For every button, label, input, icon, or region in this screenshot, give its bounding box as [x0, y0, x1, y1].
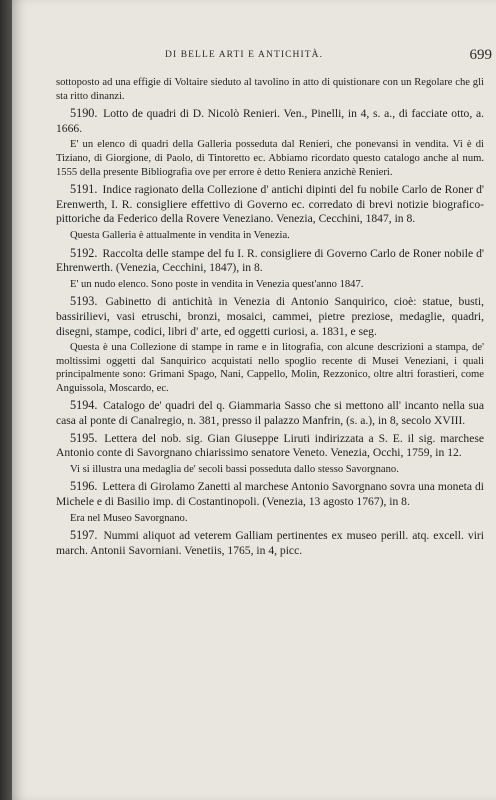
entry-5197: [56, 528, 484, 558]
entry-note: E' un nudo elenco. Sono poste in vendita in Venezia quest'anno 1847.: [70, 278, 364, 290]
entry-5192: [56, 246, 484, 292]
entry-number: 5195.: [70, 430, 98, 445]
entry-note: Era nel Museo Savorgnano.: [70, 512, 188, 524]
entry-text: [56, 246, 484, 276]
entry-number: 5197.: [70, 528, 98, 543]
running-head: DI BELLE ARTI E ANTICHITÀ.: [165, 50, 324, 60]
entry-title: Gabinetto di antichità in Venezia di Antonio Sanquirico, cioè: statue, busti, bassirilievi, vasi etruschi, bronzi, mosaici, cammei, pietre preziose, medaglie, quadri, disegni, stampe, codici, libri d' arte, ed oggetti curiosi, a. 1831, e seg.: [56, 295, 484, 338]
entry-text: [56, 106, 484, 136]
entry-text: [56, 294, 484, 339]
entry-note: Vi si illustra una medaglia de' secoli bassi posseduta dallo stesso Savorgnano.: [70, 463, 399, 475]
entry-5194: [56, 398, 484, 428]
entry-title: Indice ragionato della Collezione d' antichi dipinti del fu nobile Carlo de Roner d' Erenwerth, I. R. consigliere effettivo di Governo ec. corredato di brevi notizie biografico-pittoriche da Federico della Rovere Veneziano. Venezia, Cecchini, 1847, in 8.: [56, 183, 484, 226]
entry-title: Lettera di Girolamo Zanetti al marchese Antonio Savorgnano sovra una moneta di Michele e di Basilio imp. di Costantinopoli. (Venezia, 13 agosto 1767), in 8.: [56, 480, 484, 509]
entry-note: Questa Galleria è attualmente in vendita in Venezia.: [70, 229, 290, 241]
entry-number: 5193.: [70, 294, 98, 309]
entry-5195: [56, 431, 484, 477]
entry-5190: [56, 106, 484, 179]
entry-number: 5192.: [70, 245, 98, 260]
page-number: 699: [469, 47, 492, 63]
entry-text: [56, 479, 484, 509]
page-text: [56, 76, 484, 560]
entry-text: [56, 182, 484, 227]
entry-note: Questa è una Collezione di stampe in rame e in litografia, con alcune descrizioni a stampa, de' moltissimi oggetti dal Sanquirico acquistati nello spoglio recente di Musei Veneziani, i quali principalmente sono: Grimani Spago, Nani, Cappello, Molin, Rezzonico, oltre altri forastieri, come Anguissola, Moscardo, ec.: [56, 342, 484, 394]
entry-5193: [56, 294, 484, 395]
entry-text: [56, 528, 484, 558]
entry-title: Lotto de quadri di D. Nicolò Renieri. Ven., Pinelli, in 4, s. a., di facciate otto, a. 1666.: [56, 107, 484, 135]
entry-number: 5190.: [70, 106, 98, 121]
entry-5191: [56, 182, 484, 242]
continued-text: sottoposto ad una effigie di Voltaire sieduto al tavolino in atto di quistionare con un Regolare che gli sta ritto dinanzi.: [56, 77, 484, 102]
entry-title: Lettera del nob. sig. Gian Giuseppe Liruti indirizzata a S. E. il sig. marchese Antonio conte di Savorgnano chiarissimo senatore Veneto. Venezia, Occhi, 1759, in 12.: [56, 431, 484, 460]
book-page: [12, 0, 496, 800]
entry-title: Catalogo de' quadri del q. Giammaria Sasso che si mettono all' incanto nella sua casa al ponte di Canalregio, n. 381, presso il palazzo Manfrin, (s. a.), in 8, secolo XVIII.: [56, 399, 484, 428]
entry-title: Nummi aliquot ad veterem Galliam pertinentes ex museo perill. atq. excell. viri march. Antonii Savorniani. Venetiis, 1765, in 4, picc.: [56, 529, 484, 557]
entry-text: [56, 398, 484, 428]
entry-text: [56, 431, 484, 461]
entry-number: 5191.: [70, 182, 98, 197]
entry-number: 5194.: [70, 398, 98, 413]
entry-title: Raccolta delle stampe del fu I. R. consigliere di Governo Carlo de Roner nobile d' Ehrenwerth. (Venezia, Cecchini, 1847), in 8.: [56, 246, 484, 275]
entry-note: E' un elenco di quadri della Galleria posseduta dal Renieri, che ponevansi in vendita. Vi è di Tiziano, di Giorgione, di Paolo, di Tintoretto ec. Abbiamo ricordato questo catalogo anche al num. 1555 della presente Bibliografia ove per errore è detto Reniera anzichè Renieri.: [56, 139, 484, 178]
entry-5196: [56, 479, 484, 525]
entry-number: 5196.: [70, 479, 98, 494]
